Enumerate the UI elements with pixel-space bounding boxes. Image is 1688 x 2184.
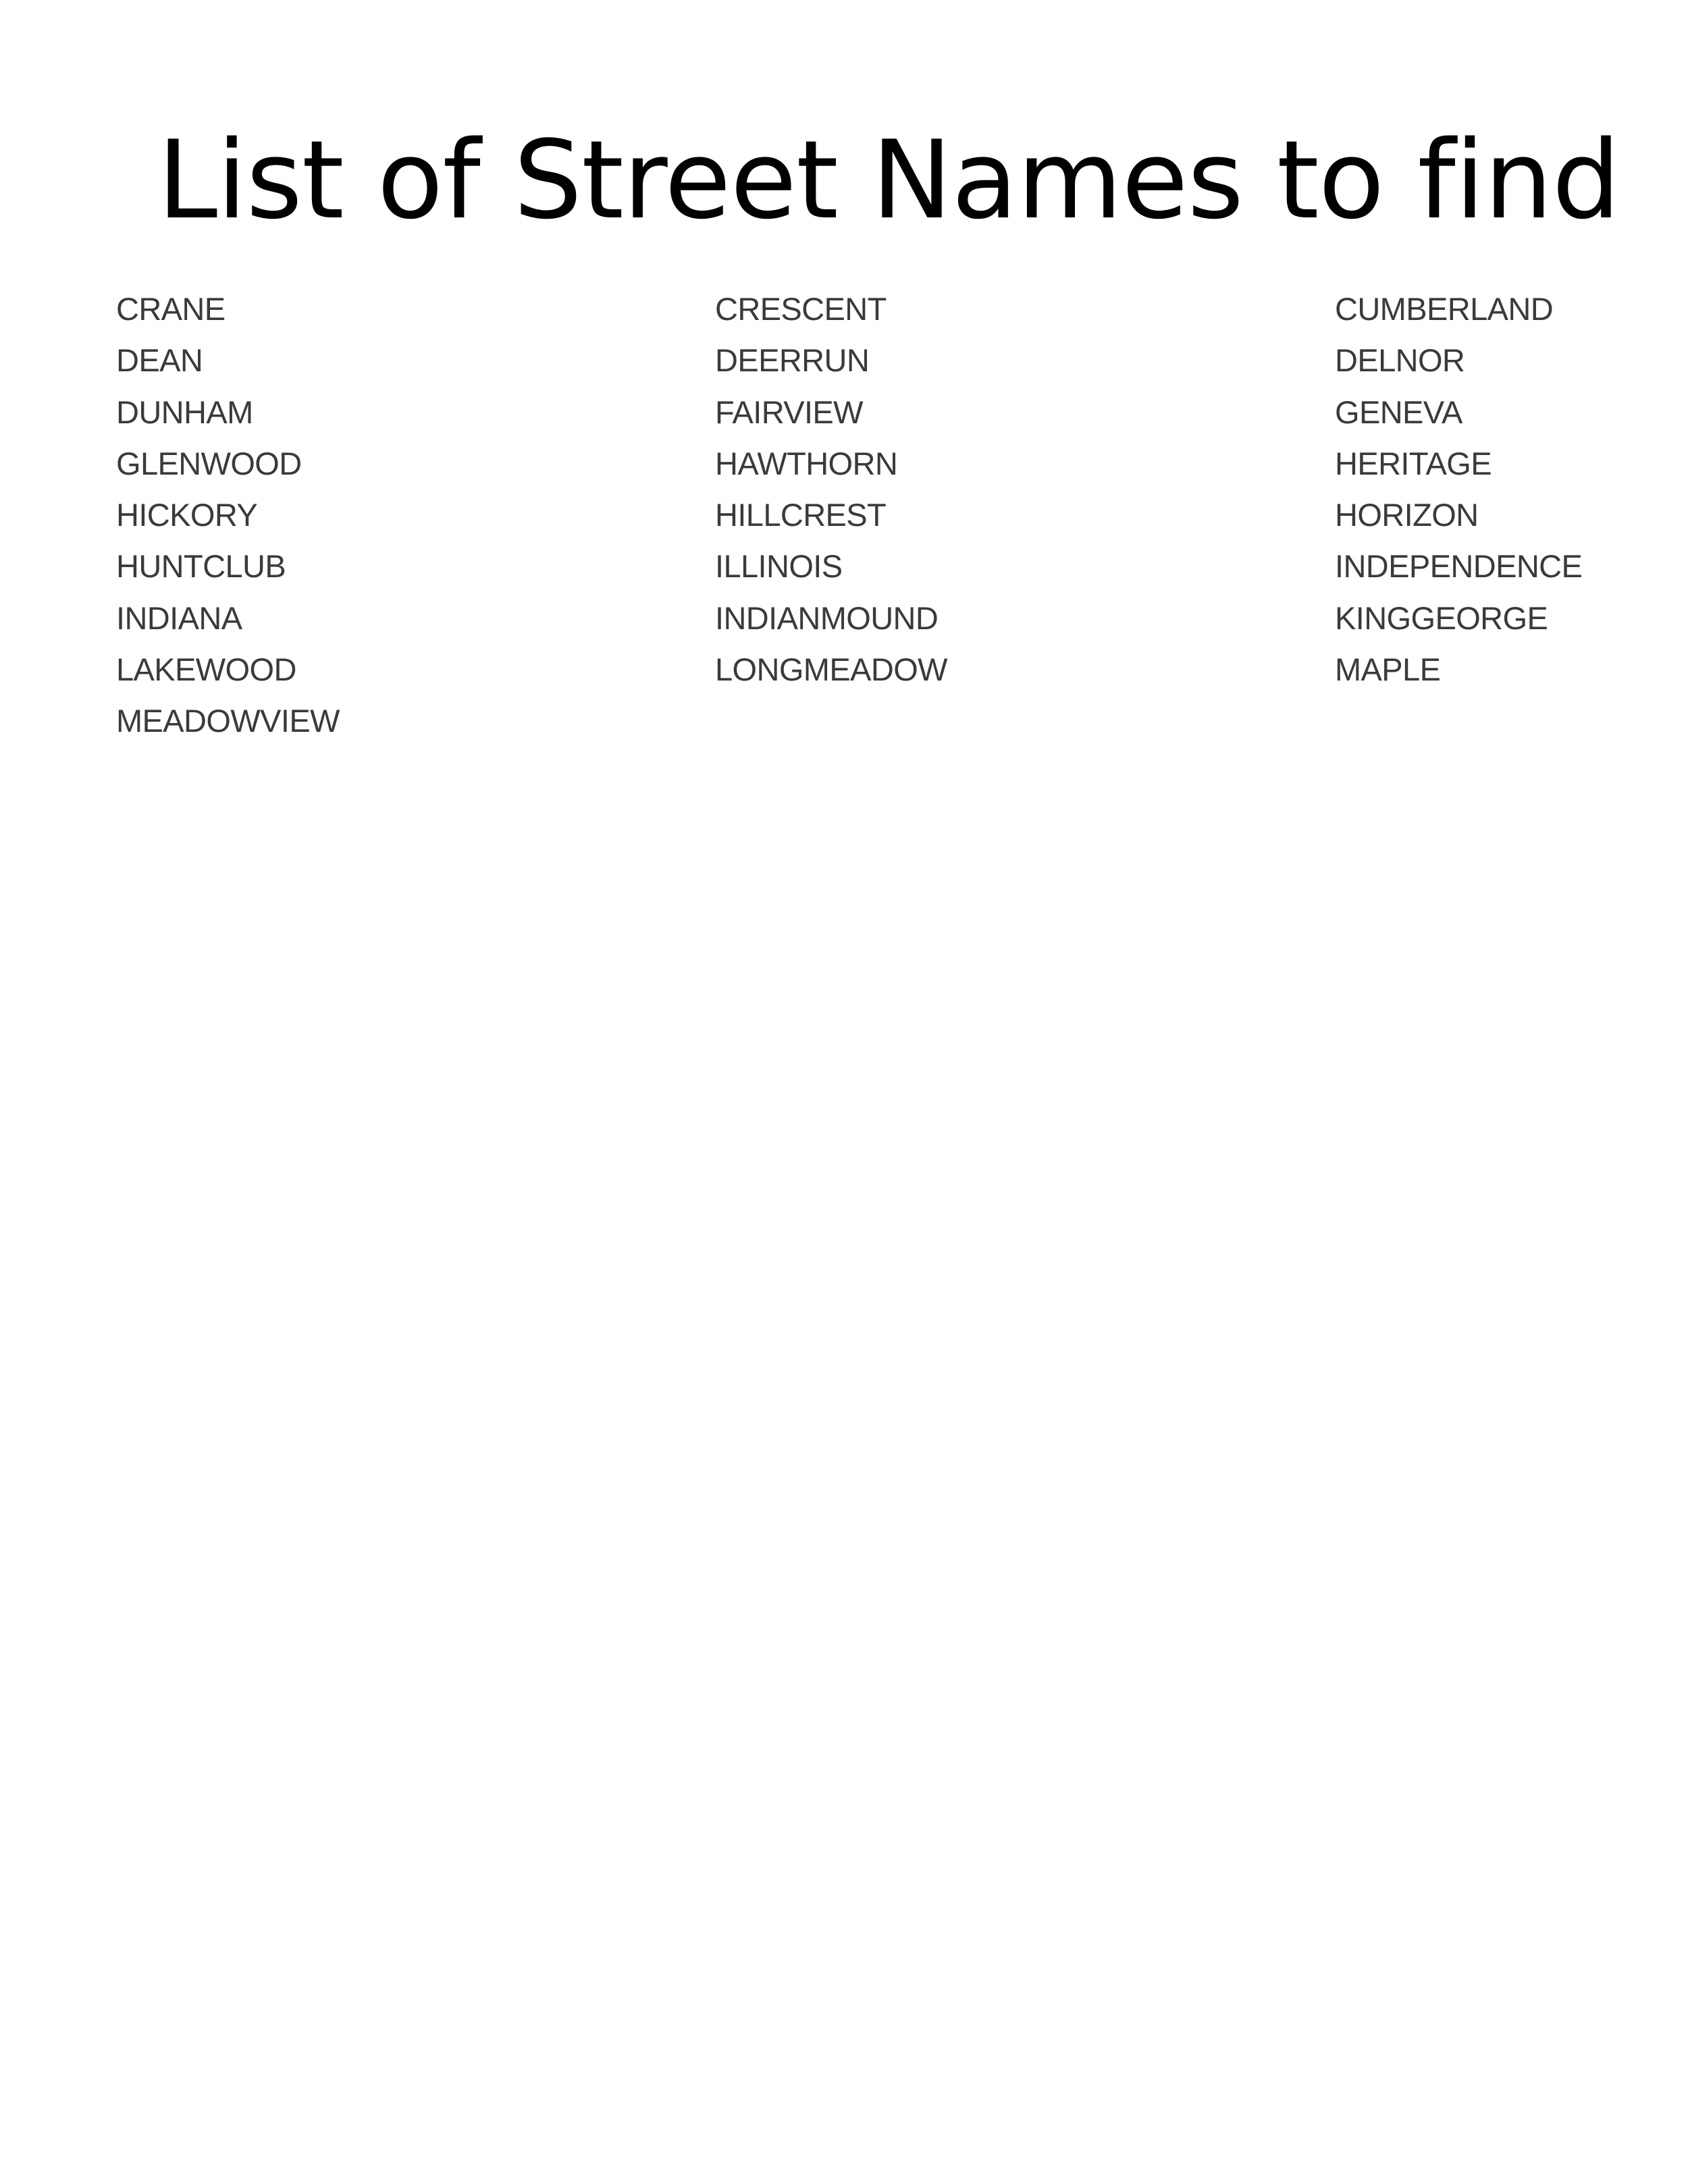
street-name: DUNHAM bbox=[116, 394, 253, 430]
street-name: HICKORY bbox=[116, 497, 258, 533]
street-name: INDEPENDENCE bbox=[1335, 548, 1583, 585]
street-name: HERITAGE bbox=[1335, 445, 1492, 481]
street-name: HAWTHORN bbox=[715, 445, 898, 481]
street-name: MEADOWVIEW bbox=[116, 703, 340, 739]
street-name: CRANE bbox=[116, 291, 226, 327]
street-name: GLENWOOD bbox=[116, 445, 302, 481]
street-name: INDIANA bbox=[116, 600, 242, 636]
street-name: FAIRVIEW bbox=[715, 394, 863, 430]
street-name: DELNOR bbox=[1335, 342, 1465, 379]
street-name: KINGGEORGE bbox=[1335, 600, 1548, 636]
street-name: HUNTCLUB bbox=[116, 548, 286, 585]
street-name: INDIANMOUND bbox=[715, 600, 939, 636]
street-name: GENEVA bbox=[1335, 394, 1462, 430]
street-name: MAPLE bbox=[1335, 651, 1441, 688]
street-name: DEERRUN bbox=[715, 342, 870, 379]
street-name-list bbox=[116, 287, 1629, 751]
street-name: LAKEWOOD bbox=[116, 651, 296, 688]
street-name: ILLINOIS bbox=[715, 548, 843, 585]
street-name: CUMBERLAND bbox=[1335, 291, 1554, 327]
street-name: HORIZON bbox=[1335, 497, 1479, 533]
street-name: LONGMEADOW bbox=[715, 651, 947, 688]
street-name: CRESCENT bbox=[715, 291, 887, 327]
street-name: HILLCREST bbox=[715, 497, 887, 533]
street-name: DEAN bbox=[116, 342, 203, 379]
page-title: List of Street Names to find bbox=[157, 117, 1620, 243]
